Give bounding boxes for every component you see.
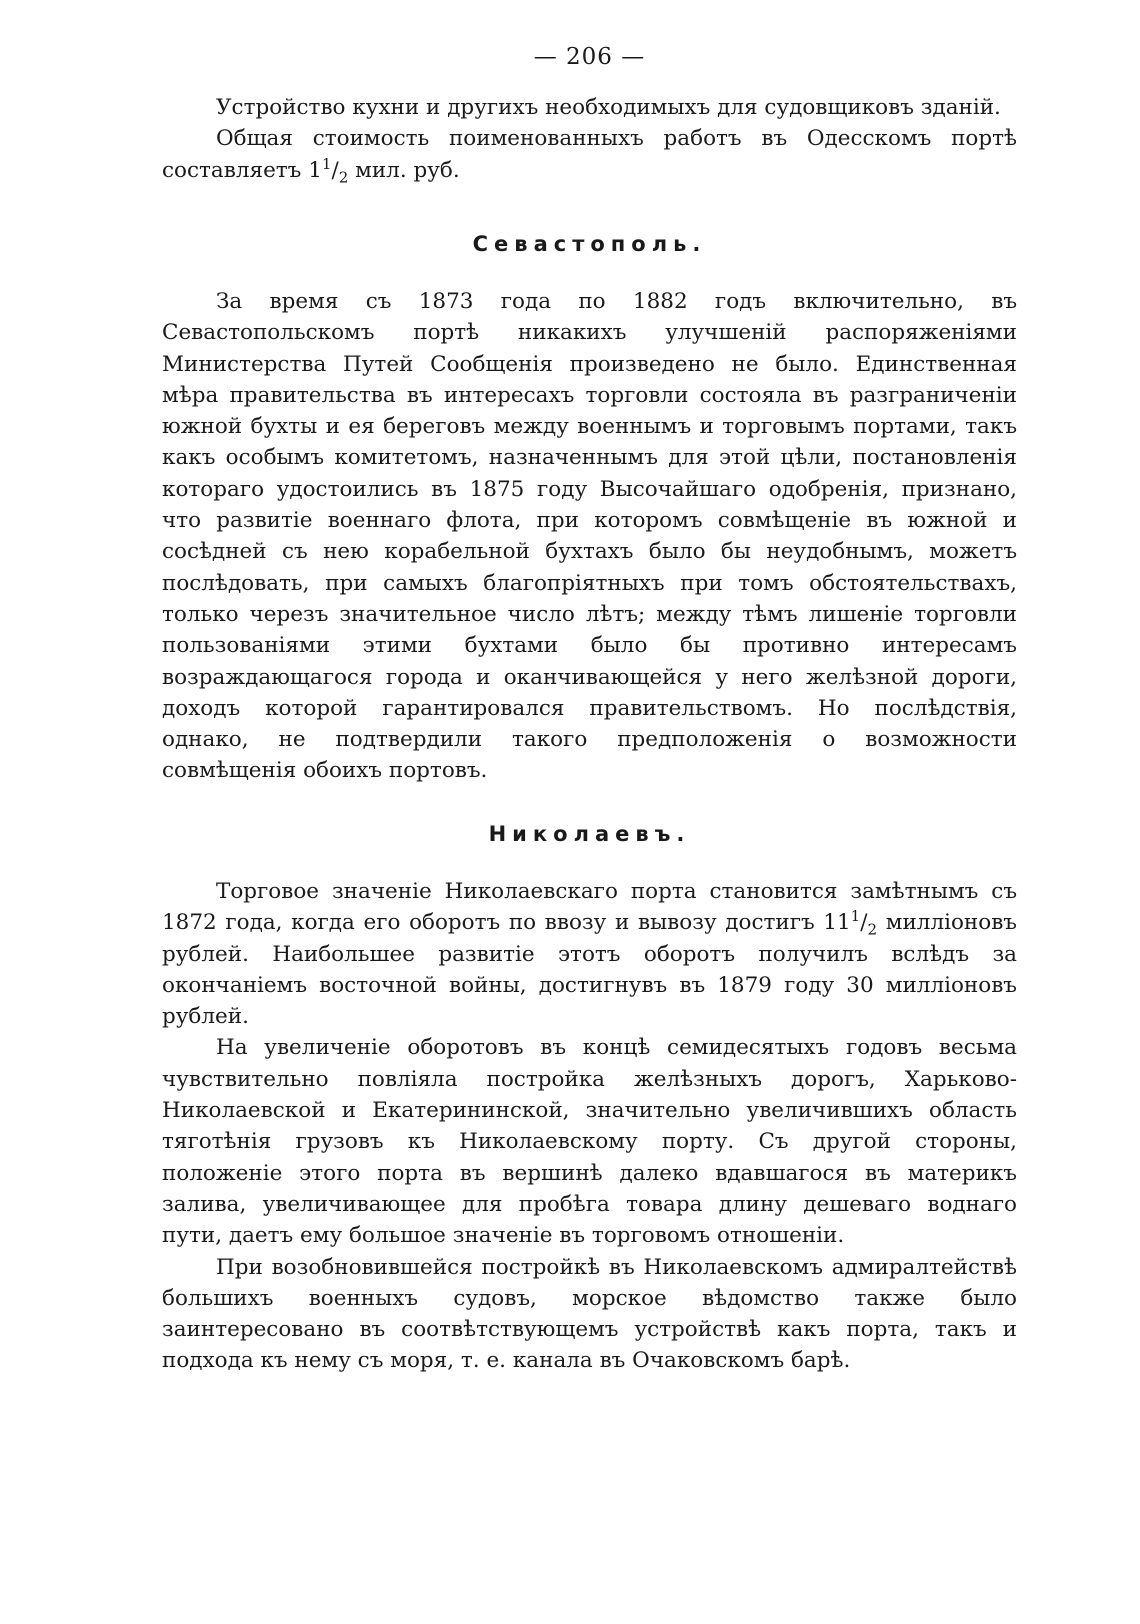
nikolaev-heading: Николаевъ. — [488, 822, 691, 846]
nikolaev-paragraph-2: На увеличеніе оборотовъ въ концѣ семидесятыхъ годовъ весьма чувствительно повліяла постройка желѣзныхъ дорогъ, Харьково-Николаевской и Екатерининской, значительно увеличившихъ область тяготѣнія грузовъ къ Николаевскому порту. Съ другой стороны, положеніе этого порта въ вершинѣ далеко вдавшагося въ материкъ залива, увеличивающее для пробѣга товара длину дешеваго воднаго пути, даетъ ему большое значеніе въ торговомъ отношеніи. — [162, 1035, 1017, 1249]
fraction-denominator: 2 — [338, 167, 349, 186]
odessa-paragraph-1: Устройство кухни и другихъ необходимыхъ для судовщиковъ зданій. — [216, 95, 1001, 120]
document-page — [162, 0, 1017, 1624]
nikolaev-section — [162, 876, 1017, 1377]
sevastopol-heading: Севастополь. — [472, 232, 707, 256]
fraction-numerator: 1 — [850, 907, 861, 926]
page-number: — 206 — — [533, 44, 646, 70]
nikolaev-turnover-text: Торговое значеніе Николаевскаго порта становится замѣтнымъ съ 1872 года, когда его оборотъ по ввозу и вывозу достигъ 11 — [162, 879, 1017, 936]
odessa-cost-unit: мил. руб. — [348, 157, 460, 183]
sevastopol-paragraph-1: За время съ 1873 года по 1882 годъ включительно, въ Севастопольскомъ портѣ никакихъ улучшеній распоряженіями Министерства Путей Сообщенія произведено не было. Единственная мѣра правительства въ интересахъ торговли состояла въ разграниченіи южной бухты и ея береговъ между военнымъ и торговымъ портами, такъ какъ особымъ комитетомъ, назначеннымъ для этой цѣли, постановленія котораго удостоились въ 1875 году Высочайшаго одобренія, признано, что развитіе военнаго флота, при которомъ совмѣщеніе въ южной и сосѣдней съ нею корабельной бухтахъ было бы неудобнымъ, можетъ послѣдовать, при самыхъ благопріятныхъ при томъ обстоятельствахъ, только черезъ значительное число лѣтъ; между тѣмъ лишеніе торговли пользованіями этими бухтами было бы противно интересамъ возраждающагося города и оканчивающейся у него желѣзной дороги, доходъ которой гарантировался правительствомъ. Но послѣдствія, однако, не подтвердили такого предположенія о возможности совмѣщенія обоихъ портовъ. — [162, 289, 1017, 784]
odessa-section — [162, 92, 1017, 186]
sevastopol-section — [162, 286, 1017, 787]
nikolaev-paragraph-1: Торговое значеніе Николаевскаго порта становится замѣтнымъ съ 1872 года, когда его оборотъ по ввозу и вывозу достигъ $11^1/_2$ милліоновъ рублей. Наибольшее развитіе этотъ оборотъ получилъ вслѣдъ за окончаніемъ восточной войны, достигнувъ въ 1879 году 30 милліоновъ рублей. — [162, 879, 1017, 1030]
odessa-cost-text: Общая стоимость поименованныхъ работъ въ Одесскомъ портѣ составляетъ 1 — [162, 126, 1017, 183]
nikolaev-turnover-rest: милліоновъ рублей. Наибольшее развитіе этотъ оборотъ получилъ вслѣдъ за окончаніемъ восточной войны, достигнувъ въ 1879 году 30 милліоновъ рублей. — [162, 910, 1017, 1030]
nikolaev-paragraph-3: При возобновившейся постройкѣ въ Николаевскомъ адмиралтействѣ большихъ военныхъ судовъ, морское вѣдомство также было заинтересовано въ соотвѣтствующемъ устройствѣ какъ порта, такъ и подхода къ нему съ моря, т. е. канала въ Очаковскомъ барѣ. — [162, 1254, 1017, 1374]
fraction-denominator: 2 — [867, 920, 878, 939]
fraction-numerator: 1 — [321, 154, 332, 173]
odessa-paragraph-2: Общая стоимость поименованныхъ работъ въ Одесскомъ портѣ составляетъ $1^1/_2$ мил. руб. — [162, 126, 1017, 186]
